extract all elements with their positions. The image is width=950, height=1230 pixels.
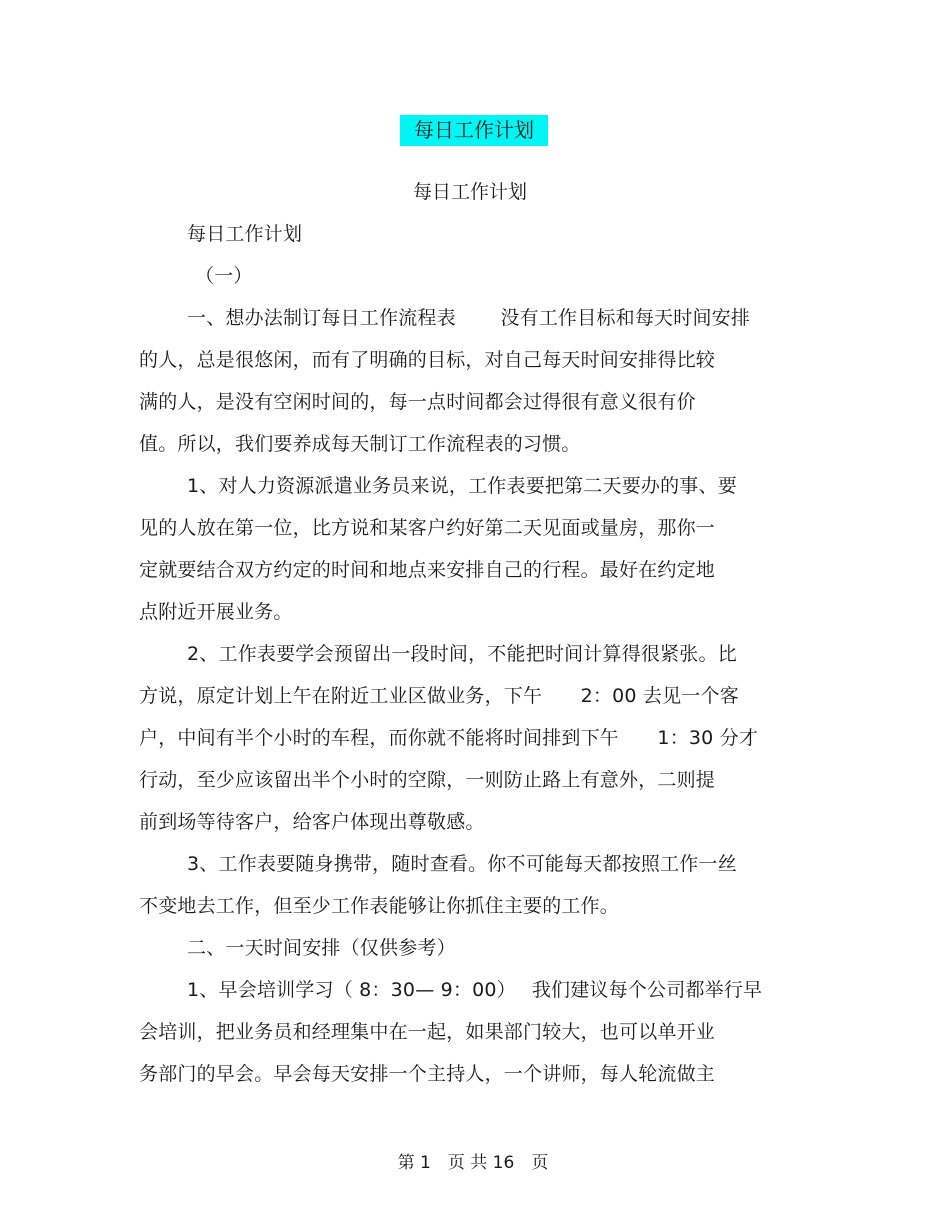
text-line: 见的人放在第一位，比方说和某客户约好第二天见面或量房，那你一 [139,517,716,539]
text-line: 户，中间有半个小时的车程，而你就不能将时间排到下午 1：30 分才 [139,727,759,749]
text-line: 定就要结合双方约定的时间和地点来安排自己的行程。最好在约定地 [139,559,716,581]
document-title: 每日工作计划 [400,115,548,146]
text-line: 满的人，是没有空闲时间的，每一点时间都会过得很有意义很有价 [139,391,696,413]
text-line: 务部门的早会。早会每天安排一个主持人，一个讲师，每人轮流做主 [139,1063,716,1085]
text-line: 前到场等待客户，给客户体现出尊敬感。 [139,811,485,833]
document-body [139,218,794,1100]
text-line: 2、工作表要学会预留出一段时间，不能把时间计算得很紧张。比 [187,643,737,665]
text-line: 值。所以，我们要养成每天制订工作流程表的习惯。 [139,433,581,455]
text-line: 不变地去工作，但至少工作表能够让你抓住主要的工作。 [139,895,620,917]
text-line: 的人，总是很悠闲，而有了明确的目标，对自己每天时间安排得比较 [139,349,716,371]
text-line: 一、想办法制订每日工作流程表 没有工作目标和每天时间安排 [187,307,751,329]
text-line: 方说，原定计划上午在附近工业区做业务，下午 2：00 去见一个客 [139,685,739,707]
page-number-footer: 第 1 页 共 16 页 [397,1153,549,1173]
text-line: 每日工作计划 [187,223,303,245]
text-line: （一） [195,265,253,287]
text-line: 点附近开展业务。 [139,601,293,623]
text-line: 1、早会培训学习（ 8：30— 9：00） 我们建议每个公司都举行早 [187,979,763,1001]
text-line: 二、一天时间安排（仅供参考） [187,937,456,959]
text-line: 会培训，把业务员和经理集中在一起，如果部门较大，也可以单开业 [139,1021,716,1043]
text-line: 1、对人力资源派遣业务员来说，工作表要把第二天要办的事、要 [187,475,737,497]
document-subtitle: 每日工作计划 [412,181,527,203]
text-line: 行动，至少应该留出半个小时的空隙，一则防止路上有意外，二则提 [139,769,716,791]
text-line: 3、工作表要随身携带，随时查看。你不可能每天都按照工作一丝 [187,853,737,875]
